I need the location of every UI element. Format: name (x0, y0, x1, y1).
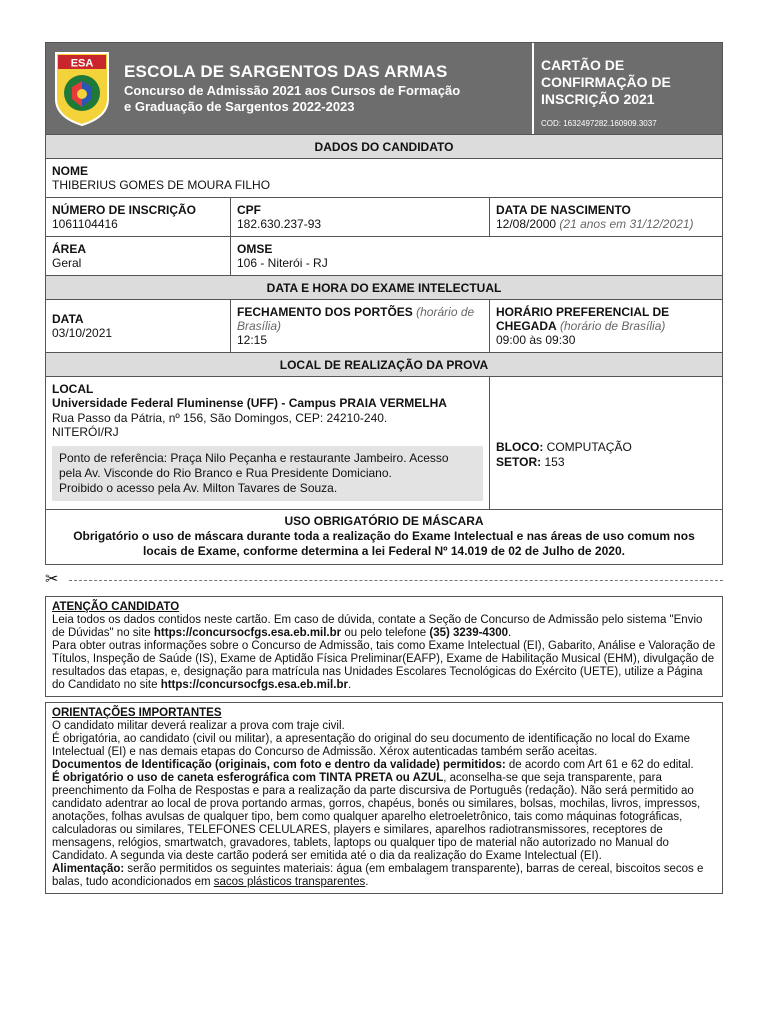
cell-local (46, 377, 489, 509)
name-label: NOME (52, 164, 88, 178)
contest-line-1: Concurso de Admissão 2021 aos Cursos de Formação (124, 83, 461, 99)
attention-title: ATENÇÃO CANDIDATO (52, 601, 180, 613)
row-area (46, 236, 722, 275)
school-name: ESCOLA DE SARGENTOS DAS ARMAS (124, 61, 448, 81)
exam-date-value: 03/10/2021 (52, 326, 113, 340)
block-value: COMPUTAÇÃO (546, 440, 632, 455)
gates-note: (horário de Brasília) (237, 305, 475, 333)
orientation-line-3 (52, 759, 716, 772)
registration-value: 1061104416 (52, 217, 118, 231)
reference-line-3: Proibido o acesso pela Av. Milton Tavares de Souza. (59, 480, 338, 495)
cell-name (46, 159, 722, 197)
name-value: THIBERIUS GOMES DE MOURA FILHO (52, 178, 271, 192)
row-registration (46, 197, 722, 236)
block-line (496, 440, 716, 455)
orientation-3-bold: Documentos de Identificação (originais, com foto e dentro da validade) permitidos: (52, 759, 506, 771)
local-place: Universidade Federal Fluminense (UFF) - Campus PRAIA VERMELHA (52, 396, 447, 411)
cell-block-sector (489, 377, 722, 509)
cod-code: COD: 1632497282.160909.3037 (541, 119, 657, 128)
pref-label-line (496, 305, 716, 333)
card-header (46, 43, 722, 134)
reference-line-1: Ponto de referência: Praça Nilo Peçanha e restaurante Jambeiro. Acesso (59, 450, 449, 465)
pref-value: 09:00 às 09:30 (496, 333, 576, 347)
row-location (46, 376, 722, 509)
mask-title: USO OBRIGATÓRIO DE MÁSCARA (284, 513, 484, 528)
birth-label: DATA DE NASCIMENTO (496, 203, 631, 217)
orientation-5-text: serão permitidos os seguintes materiais: água (em embalagem transparente), barras de cereal, biscoitos secos e balas, tudo acondicionados em (52, 863, 704, 888)
attention-p1-text: Leia todos os dados contidos neste cartão. Em caso de dúvida, contate a Seção de Concurso de Admissão pelo sistema "Envio de Dúvidas" no site (52, 614, 703, 639)
reference-line-2: pela Av. Visconde do Rio Branco e Rua Presidente Domiciano. (59, 465, 392, 480)
cell-gates (230, 300, 489, 352)
card-title-line-3: INSCRIÇÃO 2021 (541, 90, 655, 107)
cpf-label: CPF (237, 203, 261, 217)
attention-p1-text-b: ou pelo telefone (341, 627, 430, 639)
orientation-5-underline: sacos plásticos transparentes (213, 876, 366, 888)
local-address: Rua Passo da Pátria, nº 156, São Domingos, CEP: 24210-240. (52, 410, 388, 425)
orientation-5-end: . (365, 876, 369, 888)
pref-note: (horário de Brasília) (560, 319, 666, 333)
attention-p2-site: https://concursocfgs.esa.eb.mil.br (160, 679, 348, 691)
attention-box (45, 596, 723, 697)
cell-cpf (230, 198, 489, 236)
gates-value: 12:15 (237, 333, 268, 347)
orientations-title: ORIENTAÇÕES IMPORTANTES (52, 707, 222, 719)
orientation-4-text: , aconselha-se que seja transparente, para preenchimento da Folha de Respostas e para a realização da parte discursiva de Português (redação). Não será permitido ao candidato adentrar ao local de prova portando armas, gorros, chapéus, bonés ou similares, bolsas, mochilas, livros, impressos, anotações, folhas avulsas de qualquer tipo, bem como qualquer aparelho eletroeletrônico, tais como máquinas fotográficas, calculadoras ou similares, TELEFONES CELULARES, players e similares, aparelhos radiotransmissores, receptores de mensagens, relógios, smartwatch, gravadores, tablets, laptops ou qualquer tipo de material não autorizado no Manual do Candidato. A segunda via deste cartão poderá ser emitida até o dia da realização do Exame Intelectual (EI). (52, 772, 701, 862)
header-left (46, 43, 534, 134)
section-exam-datetime: DATA E HORA DO EXAME INTELECTUAL (46, 275, 722, 299)
local-city: NITERÓI/RJ (52, 425, 119, 440)
cell-omse (230, 237, 722, 275)
orientation-4-bold: É obrigatório o uso de caneta esferográfica com TINTA PRETA ou AZUL (52, 772, 444, 784)
cell-preferred-time (489, 300, 722, 352)
sector-label: SETOR: (496, 455, 542, 470)
dashed-divider (69, 580, 723, 581)
cell-registration (46, 198, 230, 236)
omse-label: OMSE (237, 242, 273, 256)
attention-p1-site: https://concursocfgs.esa.eb.mil.br (153, 627, 342, 639)
cut-line (45, 572, 723, 588)
gates-label-line (237, 305, 483, 333)
attention-phone: (35) 3239-4300 (429, 627, 509, 639)
mask-text: Obrigatório o uso de máscara durante toda a realização do Exame Intelectual e nas áreas de uso comum nos locais de Exame, conforme determina a lei Federal Nº 14.019 de 02 de Julho de 2020. (73, 528, 695, 558)
sector-value: 153 (544, 455, 565, 470)
row-exam (46, 299, 722, 352)
birth-note: (21 anos em 31/12/2021) (559, 217, 694, 231)
esa-shield-logo (54, 51, 110, 127)
orientation-line-4 (52, 772, 716, 863)
block-label: BLOCO: (496, 440, 544, 455)
logo-text: ESA (70, 57, 94, 69)
pref-label: HORÁRIO PREFERENCIAL DE CHEGADA (496, 305, 670, 333)
attention-paragraph-2 (52, 640, 716, 692)
cell-birth (489, 198, 722, 236)
row-name (46, 158, 722, 197)
area-label: ÁREA (52, 242, 87, 256)
birth-value-line (496, 217, 716, 231)
cpf-value: 182.630.237-93 (237, 217, 322, 231)
header-right (534, 43, 722, 134)
section-candidate-data: DADOS DO CANDIDATO (46, 134, 722, 158)
sector-line (496, 455, 716, 470)
header-titles (124, 62, 460, 115)
card-title-line-2: CONFIRMAÇÃO DE (541, 73, 671, 90)
confirmation-card (45, 42, 723, 565)
cell-exam-date (46, 300, 230, 352)
attention-p2-end: . (347, 679, 352, 691)
reference-box (52, 446, 483, 501)
registration-label: NÚMERO DE INSCRIÇÃO (52, 203, 197, 217)
card-title-line-1: CARTÃO DE (541, 57, 625, 73)
orientation-3-text: de acordo com Art 61 e 62 do edital. (505, 759, 694, 771)
cell-area (46, 237, 230, 275)
orientation-line-1: O candidato militar deverá realizar a prova com traje civil. (52, 720, 345, 732)
orientation-5-bold: Alimentação: (52, 863, 125, 875)
contest-line-2: e Graduação de Sargentos 2022-2023 (124, 99, 355, 115)
mask-notice (46, 509, 722, 564)
exam-date-label: DATA (52, 312, 84, 326)
local-label: LOCAL (52, 382, 94, 396)
omse-value: 106 - Niterói - RJ (237, 256, 328, 270)
orientations-box (45, 702, 723, 894)
area-value: Geral (52, 256, 82, 270)
scissors-icon: ✂ (45, 571, 59, 588)
attention-p2-text: Para obter outras informações sobre o Concurso de Admissão, tais como Exame Intelectual (EI), Gabarito, Análise e Valoração de Títulos, Inspeção de Saúde (IS), Exame de Aptidão Física Preliminar(EAFP), Exame de Habilitação Musical (EHM), divulgação de resultados das etapas, e, designação para matrícula nas Unidades Escolares Tecnológicas do Exército (UETE), utilize a Página do Candidato no site (52, 640, 716, 691)
section-exam-location: LOCAL DE REALIZAÇÃO DA PROVA (46, 352, 722, 376)
attention-p1-end: . (508, 627, 512, 639)
orientation-line-2: É obrigatória, ao candidato (civil ou militar), a apresentação do original do seu documento de identificação no local do Exame Intelectual (EI) e nas demais etapas do Concurso de Admissão. Xérox autenticadas também serão aceitas. (52, 733, 690, 758)
attention-paragraph-1 (52, 614, 716, 640)
orientation-line-5 (52, 863, 716, 889)
gates-label: FECHAMENTO DOS PORTÕES (237, 305, 413, 319)
birth-value: 12/08/2000 (496, 217, 557, 231)
